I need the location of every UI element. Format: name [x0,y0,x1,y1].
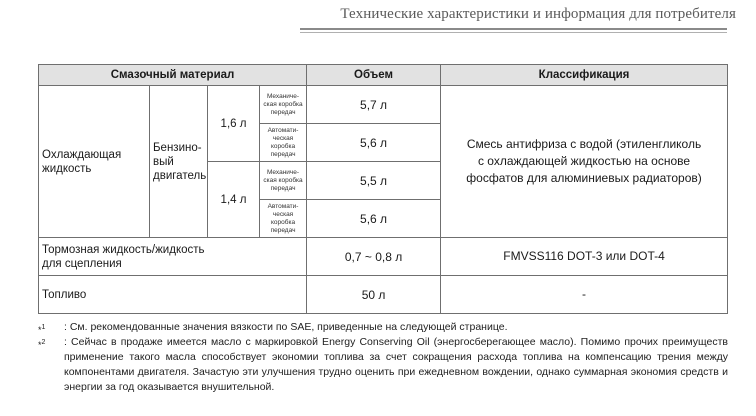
table-row [39,238,728,276]
engine-type-line: двигатель [153,169,207,182]
brake-fluid-label [39,238,307,276]
table-header-row [39,65,728,86]
footnote-2 [38,335,728,395]
gearbox-line: ская коробка [263,100,303,108]
header-lubricant: Смазочный материал [39,65,307,86]
footnote-text: : Сейчас в продаже имеется масло с маркировкой Energy Conserving Oil (энергосберегающее масло). Помимо прочих преимуществ применение такого масла способствует экономии топлива за счет сокращения расхода топлива на компенсацию трения между компонентами двигателя. Зачастую эти улучшения трудно оценить при ежедневном вождении, однако суммарная экономия средств и энергии за год оказывается внушительной. [64,336,728,393]
table-row [39,276,728,314]
gearbox-type [260,86,307,124]
coolant-volume: 5,6 л [307,124,441,162]
gearbox-line: Автомати- [267,202,299,210]
brake-label-line: Тормозная жидкость/жидкость [42,243,205,256]
header-classification: Классификация [441,65,728,86]
fuel-label: Топливо [39,276,307,314]
gearbox-line: передач [270,184,296,192]
classification-line: с охлаждающей жидкостью на основе [477,154,691,168]
gearbox-line: передач [270,226,296,234]
gearbox-line: передач [270,150,296,158]
coolant-label: Охлаждающая жидкость [39,86,150,238]
footnote-text: : См. рекомендованные значения вязкости по SAE, приведенные на следующей странице. [64,321,508,333]
engine-type [150,86,208,238]
engine-type-line: Бензино- [153,141,202,154]
footnote-marker: *$^2$ [38,339,46,350]
gearbox-type [260,200,307,238]
classification-line: фосфатов для алюминиевых радиаторов) [466,171,702,185]
footnotes [38,320,728,395]
brake-label-line: для сцепления [42,257,122,270]
gearbox-line: передач [270,108,296,116]
brake-fluid-volume: 0,7 ~ 0,8 л [307,238,441,276]
displacement: 1,6 л [208,86,260,162]
fuel-volume: 50 л [307,276,441,314]
gearbox-line: Механиче- [266,168,300,176]
header-rule [300,28,727,30]
footnote-marker: *$^1$ [38,324,46,335]
fuel-classification: - [441,276,728,314]
header-rule-thin [300,32,727,33]
engine-type-line: вый [153,155,174,168]
coolant-volume: 5,5 л [307,162,441,200]
header-volume: Объем [307,65,441,86]
table-row [39,86,728,124]
gearbox-type [260,162,307,200]
gearbox-type [260,124,307,162]
specifications-table [38,64,728,314]
coolant-classification [441,86,728,238]
gearbox-line: Механиче- [266,92,300,100]
coolant-volume: 5,6 л [307,200,441,238]
gearbox-line: ская коробка [263,176,303,184]
classification-line: Смесь антифриза с водой (этиленгликоль [466,137,702,151]
footnote-1 [38,320,728,335]
gearbox-line: ческая коробка [270,210,296,226]
coolant-volume: 5,7 л [307,86,441,124]
brake-fluid-classification: FMVSS116 DOT-3 или DOT-4 [441,238,728,276]
gearbox-line: Автомати- [267,126,299,134]
gearbox-line: ческая коробка [270,134,296,150]
page-header-title: Технические характеристики и информация для потребителя [340,6,736,22]
displacement: 1,4 л [208,162,260,238]
